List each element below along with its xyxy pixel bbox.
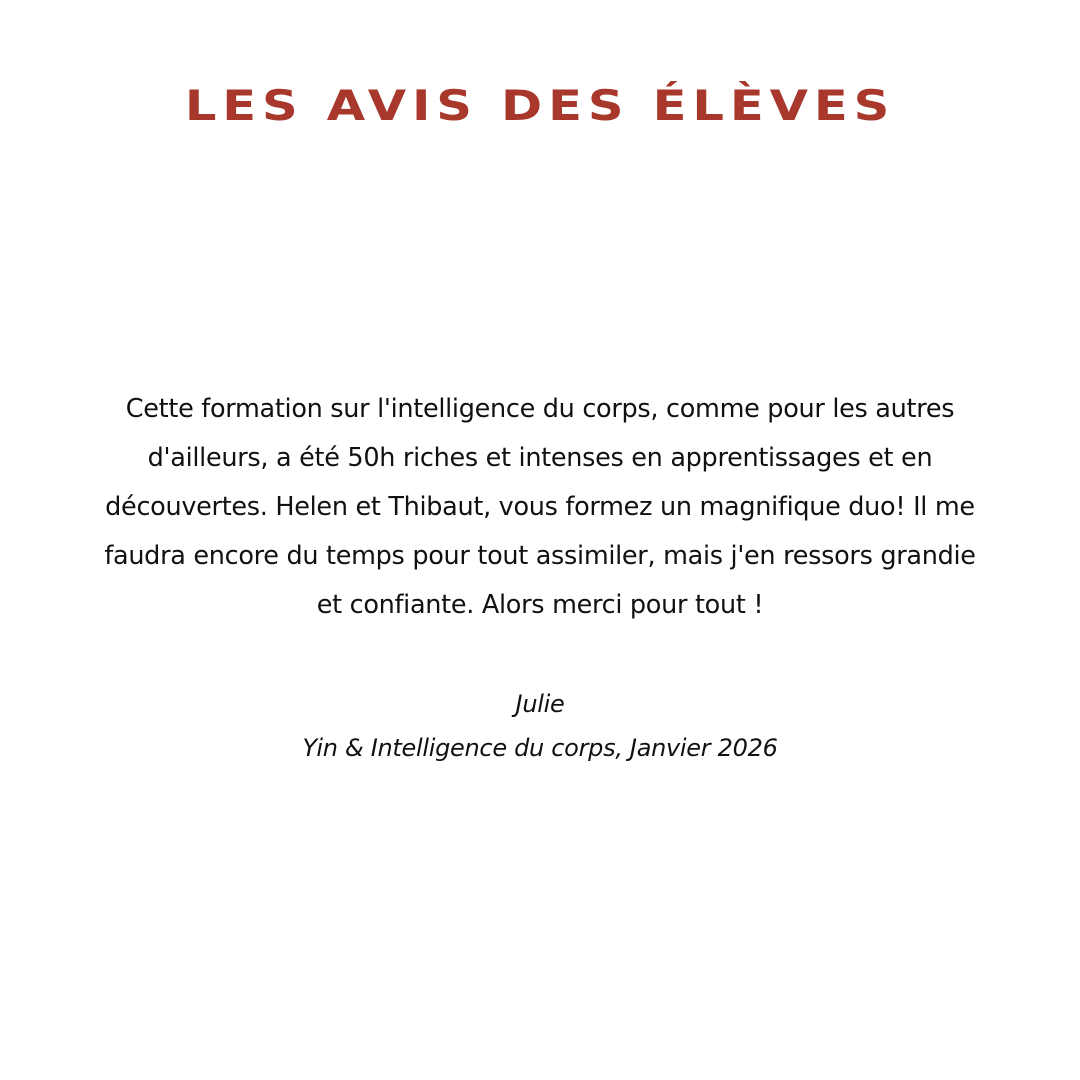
quote-line: Cette formation sur l'intelligence du corps, comme pour les autres [125, 394, 955, 424]
quote-line: d'ailleurs, a été 50h riches et intenses en apprentissages et en [147, 443, 933, 473]
author-name: Julie [515, 690, 565, 718]
quote-line: découvertes. Helen et Thibaut, vous formez un magnifique duo! Il me [105, 492, 975, 522]
quote-line: faudra encore du temps pour tout assimiler, mais j'en ressors grandie [104, 541, 976, 571]
quote-line: et confiante. Alors merci pour tout ! [316, 590, 764, 620]
course-name: Yin & Intelligence du corps, Janvier 2026 [302, 734, 778, 762]
testimonial-quote [30, 385, 1050, 630]
page-title: LES AVIS DES ÉLÈVES [184, 81, 896, 130]
testimonial-attribution [0, 682, 1080, 770]
